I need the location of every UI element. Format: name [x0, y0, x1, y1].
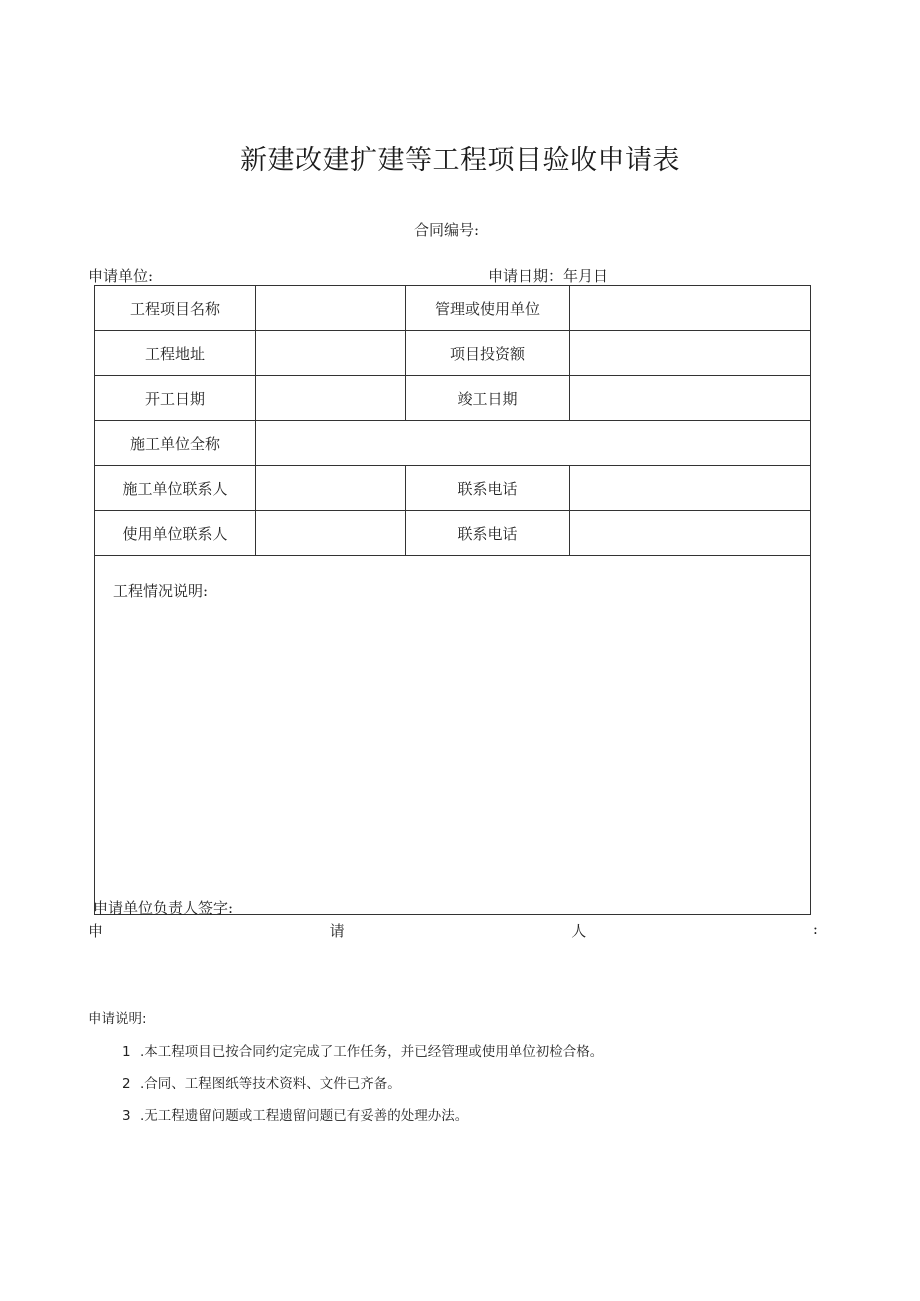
- note-item: [122, 1104, 468, 1124]
- investment-label: 项目投资额: [406, 331, 570, 376]
- contractor-contact-field[interactable]: [256, 466, 406, 511]
- table-row: [95, 511, 811, 556]
- completion-date-field[interactable]: [570, 376, 811, 421]
- completion-date-label: 竣工日期: [406, 376, 570, 421]
- user-phone-label: 联系电话: [406, 511, 570, 556]
- start-date-field[interactable]: [256, 376, 406, 421]
- project-name-field[interactable]: [256, 286, 406, 331]
- project-address-field[interactable]: [256, 331, 406, 376]
- contractor-fullname-field[interactable]: [256, 421, 811, 466]
- contractor-contact-label: 施工单位联系人: [95, 466, 256, 511]
- applicant-char: 人: [571, 922, 587, 940]
- application-form-table: [94, 285, 811, 915]
- management-unit-label: 管理或使用单位: [406, 286, 570, 331]
- contractor-phone-label: 联系电话: [406, 466, 570, 511]
- table-row: [95, 286, 811, 331]
- investment-field[interactable]: [570, 331, 811, 376]
- table-row: [95, 331, 811, 376]
- note-number: 1: [122, 1044, 131, 1060]
- project-description-cell[interactable]: [95, 556, 811, 915]
- table-row: [95, 466, 811, 511]
- note-number: 3: [122, 1108, 131, 1124]
- form-title: 新建改建扩建等工程项目验收申请表: [240, 145, 680, 176]
- start-date-label: 开工日期: [95, 376, 256, 421]
- applicant-char: 请: [329, 922, 345, 940]
- project-description-label: 工程情况说明:: [113, 582, 209, 600]
- apply-date-label: 申请日期：年月日: [488, 267, 609, 285]
- contractor-fullname-label: 施工单位全称: [95, 421, 256, 466]
- note-item: [122, 1040, 603, 1060]
- note-text: .合同、工程图纸等技术资料、文件已齐备。: [140, 1076, 401, 1092]
- user-contact-field[interactable]: [256, 511, 406, 556]
- project-name-label: 工程项目名称: [95, 286, 256, 331]
- head-signature-label: 申请单位负责人签字:: [93, 899, 234, 917]
- applicant-unit-label: 申请单位:: [88, 267, 154, 285]
- note-number: 2: [122, 1076, 131, 1092]
- table-row: [95, 556, 811, 915]
- notes-heading: 申请说明:: [88, 1011, 147, 1027]
- table-row: [95, 421, 811, 466]
- table-row: [95, 376, 811, 421]
- contractor-phone-field[interactable]: [570, 466, 811, 511]
- note-text: .本工程项目已按合同约定完成了工作任务，并已经管理或使用单位初检合格。: [140, 1044, 604, 1060]
- management-unit-field[interactable]: [570, 286, 811, 331]
- applicant-signature-line: [88, 920, 818, 941]
- applicant-char: 申: [88, 922, 104, 940]
- project-address-label: 工程地址: [95, 331, 256, 376]
- note-item: [122, 1072, 401, 1092]
- contract-number-label: 合同编号:: [414, 221, 480, 239]
- applicant-colon: :: [812, 920, 818, 938]
- user-contact-label: 使用单位联系人: [95, 511, 256, 556]
- note-text: .无工程遗留问题或工程遗留问题已有妥善的处理办法。: [140, 1108, 469, 1124]
- user-phone-field[interactable]: [570, 511, 811, 556]
